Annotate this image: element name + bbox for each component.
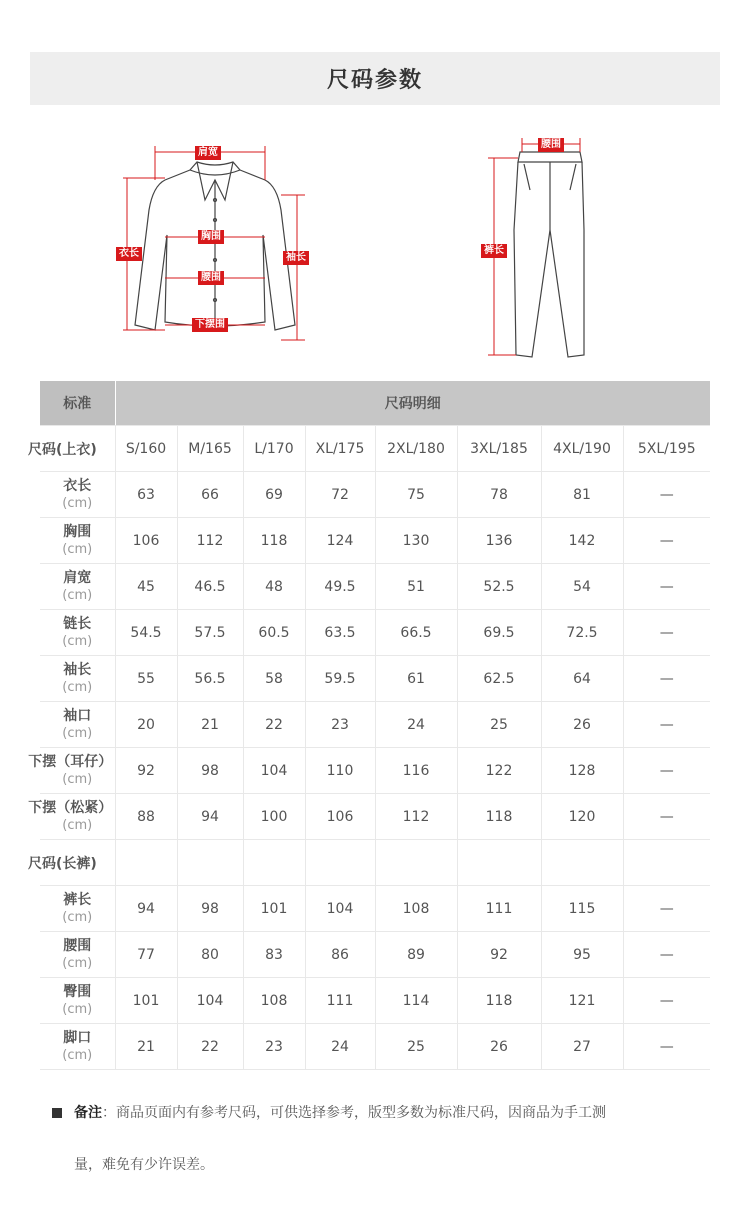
table-cell: 21 bbox=[177, 702, 243, 748]
table-cell: — bbox=[623, 564, 710, 610]
row-unit: (cm) bbox=[62, 1001, 93, 1017]
table-cell: 128 bbox=[541, 748, 623, 794]
table-cell: — bbox=[623, 702, 710, 748]
table-cell: 104 bbox=[177, 978, 243, 1024]
table-cell: 23 bbox=[305, 702, 375, 748]
table-cell: 56.5 bbox=[177, 656, 243, 702]
row-label bbox=[40, 702, 115, 748]
table-cell: 118 bbox=[457, 978, 541, 1024]
table-cell: — bbox=[623, 932, 710, 978]
pants-waist-tag: 腰围 bbox=[538, 138, 564, 152]
table-cell: 52.5 bbox=[457, 564, 541, 610]
table-cell: 112 bbox=[177, 518, 243, 564]
row-label bbox=[40, 656, 115, 702]
table-cell: 66.5 bbox=[375, 610, 457, 656]
table-row bbox=[40, 702, 710, 748]
table-cell: 95 bbox=[541, 932, 623, 978]
row-label bbox=[40, 932, 115, 978]
size-header: L/170 bbox=[243, 426, 305, 472]
note-bullet-icon bbox=[52, 1108, 62, 1118]
table-cell: — bbox=[623, 472, 710, 518]
pants-diagram bbox=[480, 130, 600, 362]
table-row bbox=[40, 564, 710, 610]
table-cell: 121 bbox=[541, 978, 623, 1024]
length-tag: 衣长 bbox=[116, 247, 142, 261]
top-rows bbox=[28, 472, 710, 840]
table-cell: 100 bbox=[243, 794, 305, 840]
hem-tag: 下摆围 bbox=[192, 318, 228, 332]
table-row bbox=[40, 1024, 710, 1070]
header-detail: 尺码明细 bbox=[115, 381, 710, 426]
table-cell: 130 bbox=[375, 518, 457, 564]
table-cell: 48 bbox=[243, 564, 305, 610]
table-cell: — bbox=[623, 518, 710, 564]
table-row bbox=[40, 748, 710, 794]
table-cell: 62.5 bbox=[457, 656, 541, 702]
row-name: 脚口 bbox=[63, 1029, 92, 1046]
table-cell: 69 bbox=[243, 472, 305, 518]
table-cell: 104 bbox=[305, 886, 375, 932]
table-cell: 120 bbox=[541, 794, 623, 840]
row-label bbox=[40, 886, 115, 932]
table-cell: 49.5 bbox=[305, 564, 375, 610]
table-cell: 108 bbox=[375, 886, 457, 932]
table-cell: 58 bbox=[243, 656, 305, 702]
table-cell: 86 bbox=[305, 932, 375, 978]
note-text-1: ：商品页面内有参考尺码，可供选择参考，版型多数为标准尺码，因商品为手工测 bbox=[102, 1105, 606, 1121]
row-label bbox=[40, 564, 115, 610]
table-cell: 75 bbox=[375, 472, 457, 518]
table-cell: 106 bbox=[115, 518, 177, 564]
row-name: 袖口 bbox=[63, 707, 92, 724]
size-header: 4XL/190 bbox=[541, 426, 623, 472]
row-name: 下摆（耳仔） bbox=[28, 753, 113, 770]
table-cell: 94 bbox=[115, 886, 177, 932]
table-cell: 114 bbox=[375, 978, 457, 1024]
table-cell: 80 bbox=[177, 932, 243, 978]
table-cell: 54 bbox=[541, 564, 623, 610]
row-name: 衣长 bbox=[63, 477, 92, 494]
note-line-2: 量，难免有少许误差。 bbox=[74, 1157, 214, 1173]
table-cell: 92 bbox=[115, 748, 177, 794]
size-header: XL/175 bbox=[305, 426, 375, 472]
table-cell: 118 bbox=[457, 794, 541, 840]
row-name: 下摆（松紧） bbox=[28, 799, 113, 816]
row-name: 胸围 bbox=[63, 523, 92, 540]
size-header: 5XL/195 bbox=[623, 426, 710, 472]
table-cell: 64 bbox=[541, 656, 623, 702]
table-cell: 72.5 bbox=[541, 610, 623, 656]
row-name: 裤长 bbox=[63, 891, 92, 908]
table-cell: 59.5 bbox=[305, 656, 375, 702]
table-cell: 92 bbox=[457, 932, 541, 978]
table-cell: 24 bbox=[375, 702, 457, 748]
table-cell: 116 bbox=[375, 748, 457, 794]
table-cell: 81 bbox=[541, 472, 623, 518]
table-cell: — bbox=[623, 610, 710, 656]
table-row bbox=[40, 472, 710, 518]
page-title: 尺码参数 bbox=[326, 68, 423, 93]
row-label bbox=[28, 794, 115, 840]
table-cell: 122 bbox=[457, 748, 541, 794]
table-cell: 22 bbox=[243, 702, 305, 748]
table-cell: 21 bbox=[115, 1024, 177, 1070]
table-cell: 72 bbox=[305, 472, 375, 518]
row-unit: (cm) bbox=[62, 817, 93, 833]
row-label bbox=[40, 1024, 115, 1070]
table-row bbox=[40, 610, 710, 656]
table-cell: 55 bbox=[115, 656, 177, 702]
table-cell: 63.5 bbox=[305, 610, 375, 656]
table-cell: 89 bbox=[375, 932, 457, 978]
table-cell: 101 bbox=[115, 978, 177, 1024]
row-unit: (cm) bbox=[62, 495, 93, 511]
top-size-label: 尺码(上衣) bbox=[28, 441, 97, 458]
size-header: S/160 bbox=[115, 426, 177, 472]
row-label bbox=[40, 472, 115, 518]
table-cell: 60.5 bbox=[243, 610, 305, 656]
row-unit: (cm) bbox=[62, 955, 93, 971]
waist-tag: 腰围 bbox=[198, 271, 224, 285]
pants-rows bbox=[40, 886, 710, 1070]
row-name: 袖长 bbox=[63, 661, 92, 678]
table-row bbox=[40, 978, 710, 1024]
table-cell: 104 bbox=[243, 748, 305, 794]
table-cell: 108 bbox=[243, 978, 305, 1024]
pants-length-tag: 裤长 bbox=[481, 244, 507, 258]
table-cell: 22 bbox=[177, 1024, 243, 1070]
row-label bbox=[40, 610, 115, 656]
row-unit: (cm) bbox=[62, 679, 93, 695]
shirt-diagram bbox=[105, 140, 320, 355]
table-cell: 25 bbox=[375, 1024, 457, 1070]
row-unit: (cm) bbox=[62, 1047, 93, 1063]
table-cell: 57.5 bbox=[177, 610, 243, 656]
table-cell: 98 bbox=[177, 886, 243, 932]
table-cell: 20 bbox=[115, 702, 177, 748]
pants-size-row bbox=[40, 840, 710, 886]
table-cell: 112 bbox=[375, 794, 457, 840]
size-header: 2XL/180 bbox=[375, 426, 457, 472]
size-header: M/165 bbox=[177, 426, 243, 472]
table-cell: 83 bbox=[243, 932, 305, 978]
row-unit: (cm) bbox=[62, 587, 93, 603]
row-unit: (cm) bbox=[62, 771, 93, 787]
table-cell: 106 bbox=[305, 794, 375, 840]
row-name: 肩宽 bbox=[63, 569, 92, 586]
row-label bbox=[40, 978, 115, 1024]
table-cell: 77 bbox=[115, 932, 177, 978]
note-label: 备注 bbox=[74, 1105, 102, 1121]
table-cell: 142 bbox=[541, 518, 623, 564]
table-cell: 78 bbox=[457, 472, 541, 518]
table-cell: 46.5 bbox=[177, 564, 243, 610]
table-cell: — bbox=[623, 748, 710, 794]
row-unit: (cm) bbox=[62, 909, 93, 925]
table-cell: 51 bbox=[375, 564, 457, 610]
row-unit: (cm) bbox=[62, 541, 93, 557]
row-name: 腰围 bbox=[63, 937, 92, 954]
row-name: 臀围 bbox=[63, 983, 92, 1000]
table-cell: — bbox=[623, 886, 710, 932]
table-cell: 118 bbox=[243, 518, 305, 564]
table-cell: 23 bbox=[243, 1024, 305, 1070]
table-cell: 54.5 bbox=[115, 610, 177, 656]
table-cell: — bbox=[623, 978, 710, 1024]
row-label bbox=[40, 518, 115, 564]
table-cell: — bbox=[623, 656, 710, 702]
table-cell: 101 bbox=[243, 886, 305, 932]
size-table bbox=[28, 381, 710, 1070]
table-cell: 26 bbox=[457, 1024, 541, 1070]
table-cell: 25 bbox=[457, 702, 541, 748]
top-size-row bbox=[40, 426, 710, 472]
table-cell: 61 bbox=[375, 656, 457, 702]
table-cell: 98 bbox=[177, 748, 243, 794]
table-row bbox=[40, 518, 710, 564]
table-cell: — bbox=[623, 794, 710, 840]
table-cell: 26 bbox=[541, 702, 623, 748]
page-title-bar bbox=[30, 52, 720, 105]
table-cell: 115 bbox=[541, 886, 623, 932]
table-cell: 66 bbox=[177, 472, 243, 518]
table-row bbox=[40, 886, 710, 932]
table-cell: 136 bbox=[457, 518, 541, 564]
table-row bbox=[40, 932, 710, 978]
pants-size-label: 尺码(长裤) bbox=[28, 855, 97, 872]
table-cell: 63 bbox=[115, 472, 177, 518]
shoulder-tag: 肩宽 bbox=[195, 146, 221, 160]
table-cell: 124 bbox=[305, 518, 375, 564]
table-row bbox=[40, 656, 710, 702]
table-cell: 24 bbox=[305, 1024, 375, 1070]
table-cell: — bbox=[623, 1024, 710, 1070]
table-cell: 94 bbox=[177, 794, 243, 840]
table-cell: 69.5 bbox=[457, 610, 541, 656]
table-cell: 111 bbox=[457, 886, 541, 932]
row-unit: (cm) bbox=[62, 725, 93, 741]
sleeve-tag: 袖长 bbox=[283, 251, 309, 265]
row-unit: (cm) bbox=[62, 633, 93, 649]
row-label bbox=[28, 748, 115, 794]
table-cell: 111 bbox=[305, 978, 375, 1024]
size-header: 3XL/185 bbox=[457, 426, 541, 472]
note-line-1 bbox=[74, 1104, 606, 1122]
table-cell: 27 bbox=[541, 1024, 623, 1070]
table-row bbox=[40, 794, 710, 840]
chest-tag: 胸围 bbox=[198, 230, 224, 244]
row-name: 链长 bbox=[63, 615, 92, 632]
table-cell: 45 bbox=[115, 564, 177, 610]
header-standard: 标准 bbox=[40, 381, 115, 426]
table-cell: 88 bbox=[115, 794, 177, 840]
table-cell: 110 bbox=[305, 748, 375, 794]
